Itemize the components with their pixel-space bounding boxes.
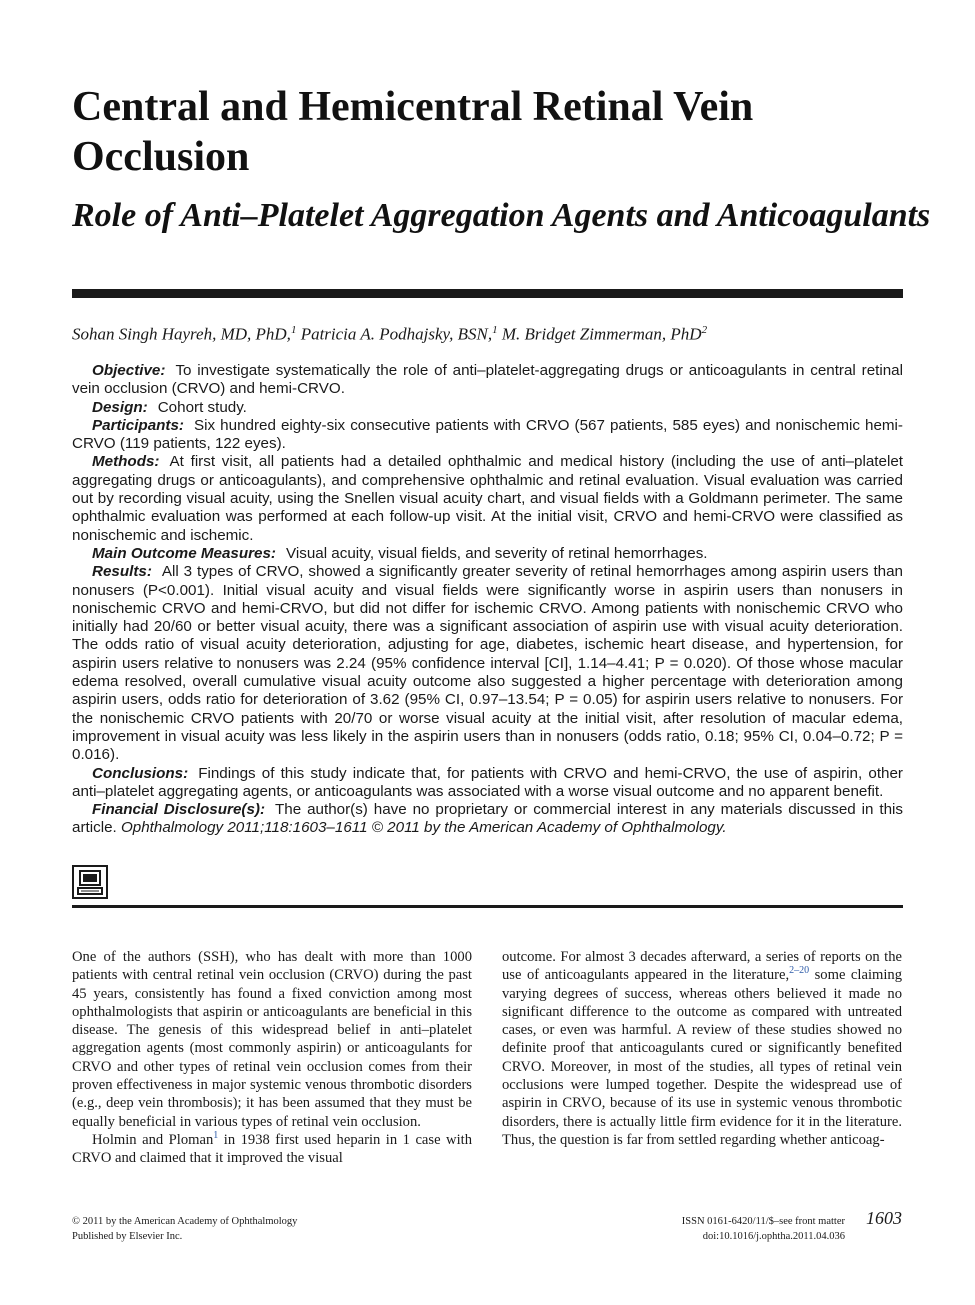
author-list: [72, 318, 903, 347]
affiliation-marker: 1: [492, 324, 498, 336]
copyright-line: © 2011 by the American Academy of Ophthalmology: [72, 1216, 298, 1227]
article-subtitle: Role of Anti–Platelet Aggregation Agents and Anticoagulants: [72, 197, 931, 234]
body-paragraph: One of the authors (SSH), who has dealt with more than 1000 patients with central retinal vein occlusion (CRVO) during the past 45 years, consistently has found a fixed conviction among most ophthalmologists that aspirin or anticoagulants are beneficial in this disease. The genesis of this widespread belief in anti–platelet aggregation agents (most commonly aspirin) or anticoagulants for CRVO and other types of retinal vein occlusion comes from their proven effectiveness in major systemic venous thrombotic disorders (e.g., deep vein thrombosis); it has been assumed that they must be equally beneficial in various types of retinal vein occlusion.: [72, 949, 472, 1130]
body-text: outcome. For almost 3 decades afterward, a series of reports on the use of anticoagulants appeared in the literature,: [502, 949, 902, 984]
results-text: All 3 types of CRVO, showed a significantly greater severity of retinal hemorrhages among aspirin users than nonusers (P<0.001). Initial visual acuity and visual fields were significantly worse in aspirin users than nonusers in nonischemic CRVO and hemi-CRVO, but did not differ for ischemic CRVO. Among patients with nonischemic CRVO who initially had 20/60 or better visual acuity, there was a significant association of aspirin use with visual acuity deterioration. The odds ratio of visual acuity deterioration, adjusting for age, diabetes, ischemic heart disease, and hypertension, for aspirin users relative to nonusers was 2.24 (95% confidence interval [CI], 1.14–4.41; P = 0.020). Of those whose macular edema resolved, overall cumulative visual acuity outcome also suggested a higher percentage with deterioration among aspirin users, odds ratio for deterioration of 3.62 (95% CI, 0.97–13.54; P = 0.05) for aspirin users relative to nonusers. For the nonischemic CRVO patients with 20/70 or worse visual acuity at the initial visit, after resolution of macular edema, improvement in visual acuity was less likely in the aspirin users than in nonusers (odds ratio, 0.18; 95% CI, 0.04–0.72; P = 0.016).: [72, 563, 903, 764]
author-name: Sohan Singh Hayreh, MD, PhD,: [72, 324, 291, 344]
affiliation-marker: 2: [701, 324, 708, 336]
abstract: [72, 362, 903, 838]
body-text: Holmin and Ploman: [92, 1131, 214, 1148]
participants-label: Participants:: [92, 416, 184, 434]
body-column-right: [502, 948, 902, 1149]
affiliation-marker: 1: [290, 324, 297, 336]
methods-label: Methods:: [92, 453, 160, 471]
abstract-design: [72, 399, 903, 417]
abstract-outcome: [72, 545, 903, 563]
journal-citation: Ophthalmology 2011;118:1603–1611 © 2011 by the American Academy of Ophthalmology.: [120, 819, 727, 837]
reference-link[interactable]: 2–20: [789, 965, 810, 977]
abstract-methods: [72, 453, 903, 544]
methods-text: At first visit, all patients had a detailed ophthalmic and medical history (including the use of anti–platelet aggregating drugs or anticoagulants), and comprehensive ophthalmic and retinal evaluation. Visual evaluation was carried out by recording visual acuity, using the Snellen visual acuity chart, and visual fields with a Goldmann perimeter. The same ophthalmic evaluation was performed at each follow-up visit. At the initial visit, CRVO and hemi-CRVO were classified as nonischemic and ischemic.: [72, 453, 903, 544]
article-title: Central and Hemicentral Retinal Vein Occlusion: [72, 84, 754, 180]
footer-left: [72, 1214, 297, 1244]
disclosure-text: The author(s) have no proprietary or commercial interest in any materials discussed in this article.: [72, 801, 903, 837]
abstract-disclosure: [72, 801, 903, 838]
publisher-line: Published by Elsevier Inc.: [72, 1231, 183, 1242]
disclosure-label: Financial Disclosure(s):: [92, 801, 266, 819]
results-label: Results:: [92, 563, 152, 581]
computer-icon: [72, 865, 108, 899]
design-label: Design:: [92, 398, 148, 416]
objective-label: Objective:: [92, 362, 166, 379]
author-name: Patricia A. Podhajsky, BSN,: [300, 324, 493, 344]
abstract-conclusions: [72, 765, 903, 802]
conclusions-label: Conclusions:: [92, 764, 189, 782]
page-number: 1603: [866, 1208, 902, 1228]
body-text: in 1938 first used heparin in 1 case with CRVO and claimed that it improved the visual: [72, 1131, 472, 1167]
body-paragraph: [502, 948, 902, 1149]
body-paragraph: [72, 1131, 472, 1168]
abstract-results: [72, 563, 903, 764]
reference-link[interactable]: 1: [213, 1130, 219, 1142]
abstract-objective: [72, 362, 903, 399]
design-text: Cohort study.: [157, 398, 247, 416]
body-column-left: [72, 948, 472, 1168]
author-name: M. Bridget Zimmerman, PhD: [501, 324, 702, 344]
outcome-text: Visual acuity, visual fields, and severity of retinal hemorrhages.: [286, 544, 708, 562]
issn-line: ISSN 0161-6420/11/$–see front matter: [681, 1216, 845, 1227]
doi-line: doi:10.1016/j.ophtha.2011.04.036: [702, 1231, 845, 1242]
title-rule: [72, 289, 903, 298]
abstract-rule: [72, 905, 903, 908]
conclusions-text: Findings of this study indicate that, for patients with CRVO and hemi-CRVO, the use of aspirin, other anti–platelet aggregating agents, or anticoagulants was associated with a worse visual outcome and no apparent benefit.: [72, 764, 903, 800]
footer-right: [682, 1214, 845, 1244]
outcome-label: Main Outcome Measures:: [92, 544, 276, 562]
body-text: some claiming varying degrees of success, whereas others believed it made no significant difference to the outcome as compared with untreated cases, or even was harmful. A review of these studies showed no definite proof that anticoagulants cured or significantly benefited CRVO. Moreover, in most of the studies, all types of retinal vein occlusions were lumped together. Despite the widespread use of aspirin in CRVO, because of its use in systemic venous thrombotic disorders, there is actually little firm evidence for it in the literature. Thus, the question is far from settled regarding whether anticoag-: [502, 967, 902, 1148]
participants-text: Six hundred eighty-six consecutive patients with CRVO (567 patients, 585 eyes) and nonischemic hemi-CRVO (119 patients, 122 eyes).: [72, 416, 903, 453]
abstract-participants: [72, 417, 903, 454]
objective-text: To investigate systematically the role of anti–platelet-aggregating drugs or anticoagulants in central retinal vein occlusion (CRVO) and hemi-CRVO.: [72, 362, 903, 398]
